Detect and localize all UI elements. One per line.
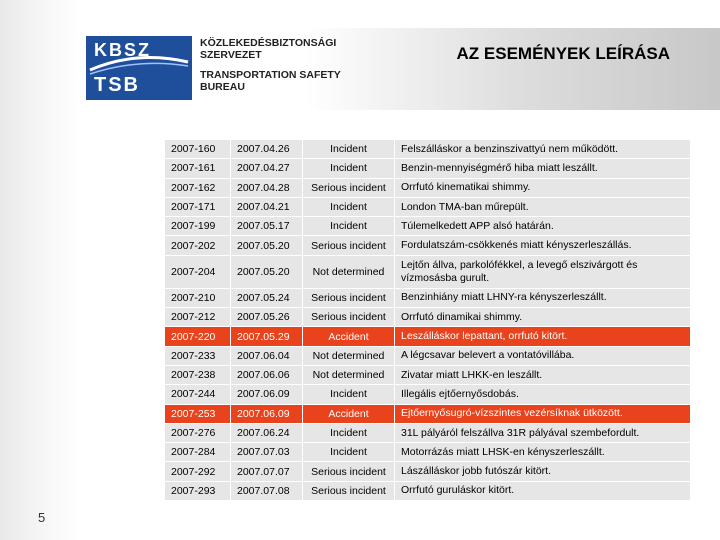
table-row [165, 308, 691, 327]
event-date-cell: 2007.04.28 [231, 178, 303, 197]
table-row [165, 443, 691, 462]
event-date-cell: 2007.06.09 [231, 385, 303, 404]
event-date-cell: 2007.07.08 [231, 481, 303, 500]
event-description-cell: Ejtőernyősugró-vízszintes vezérsíknak ütközött. [395, 404, 691, 423]
event-id-cell: 2007-204 [165, 255, 231, 288]
org-name-en-line1: TRANSPORTATION SAFETY [200, 69, 341, 81]
event-type-cell: Serious incident [303, 236, 395, 255]
event-id-cell: 2007-161 [165, 159, 231, 178]
event-type-cell: Serious incident [303, 481, 395, 500]
event-id-cell: 2007-212 [165, 308, 231, 327]
event-id-cell: 2007-160 [165, 140, 231, 159]
table-row [165, 178, 691, 197]
page-title: AZ ESEMÉNYEK LEÍRÁSA [456, 44, 670, 63]
event-id-cell: 2007-210 [165, 288, 231, 307]
event-date-cell: 2007.04.26 [231, 140, 303, 159]
event-description-cell: Motorrázás miatt LHSK-en kényszerleszállt. [395, 443, 691, 462]
event-type-cell: Incident [303, 197, 395, 216]
event-date-cell: 2007.05.29 [231, 327, 303, 346]
events-table [164, 139, 691, 501]
event-date-cell: 2007.05.26 [231, 308, 303, 327]
table-row [165, 140, 691, 159]
event-date-cell: 2007.05.17 [231, 217, 303, 236]
table-row [165, 462, 691, 481]
organization-name [200, 38, 341, 93]
table-row [165, 481, 691, 500]
event-description-cell: Fordulatszám-csökkenés miatt kényszerleszállás. [395, 236, 691, 255]
event-type-cell: Incident [303, 385, 395, 404]
event-type-cell: Serious incident [303, 308, 395, 327]
logo-text-tsb: TSB [94, 74, 140, 96]
event-description-cell: Orrfutó dinamikai shimmy. [395, 308, 691, 327]
event-date-cell: 2007.04.27 [231, 159, 303, 178]
event-description-cell: Benzin-mennyiségmérő hiba miatt leszállt. [395, 159, 691, 178]
event-id-cell: 2007-171 [165, 197, 231, 216]
table-row [165, 236, 691, 255]
table-row [165, 159, 691, 178]
event-id-cell: 2007-162 [165, 178, 231, 197]
sidebar-gradient [0, 0, 82, 540]
logo-text-kbsz: KBSZ [94, 40, 151, 60]
event-date-cell: 2007.06.09 [231, 404, 303, 423]
table-row [165, 197, 691, 216]
kbsz-tsb-logo [84, 34, 194, 102]
event-description-cell: Orrfutó guruláskor kitört. [395, 481, 691, 500]
table-row [165, 423, 691, 442]
event-description-cell: 31L pályáról felszállva 31R pályával szembefordult. [395, 423, 691, 442]
event-id-cell: 2007-199 [165, 217, 231, 236]
event-id-cell: 2007-244 [165, 385, 231, 404]
event-type-cell: Accident [303, 327, 395, 346]
event-type-cell: Incident [303, 140, 395, 159]
table-row [165, 365, 691, 384]
event-id-cell: 2007-233 [165, 346, 231, 365]
event-date-cell: 2007.05.20 [231, 236, 303, 255]
event-id-cell: 2007-284 [165, 443, 231, 462]
event-id-cell: 2007-292 [165, 462, 231, 481]
table-row [165, 255, 691, 288]
table-row [165, 217, 691, 236]
event-description-cell: Zivatar miatt LHKK-en leszállt. [395, 365, 691, 384]
event-date-cell: 2007.06.04 [231, 346, 303, 365]
event-date-cell: 2007.07.07 [231, 462, 303, 481]
table-row [165, 404, 691, 423]
event-date-cell: 2007.05.20 [231, 255, 303, 288]
event-description-cell: Orrfutó kinematikai shimmy. [395, 178, 691, 197]
event-id-cell: 2007-238 [165, 365, 231, 384]
event-id-cell: 2007-253 [165, 404, 231, 423]
event-type-cell: Serious incident [303, 462, 395, 481]
event-description-cell: Leszálláskor lepattant, orrfutó kitört. [395, 327, 691, 346]
event-type-cell: Incident [303, 443, 395, 462]
event-date-cell: 2007.06.24 [231, 423, 303, 442]
event-id-cell: 2007-220 [165, 327, 231, 346]
event-description-cell: Lejtőn állva, parkolófékkel, a levegő elszivárgott és vízmosásba gurult. [395, 255, 691, 288]
event-date-cell: 2007.05.24 [231, 288, 303, 307]
event-type-cell: Accident [303, 404, 395, 423]
event-description-cell: Túlemelkedett APP alsó határán. [395, 217, 691, 236]
event-type-cell: Serious incident [303, 288, 395, 307]
event-description-cell: Lászálláskor jobb futószár kitört. [395, 462, 691, 481]
event-description-cell: Illegális ejtőernyősdobás. [395, 385, 691, 404]
event-description-cell: A légcsavar belevert a vontatóvillába. [395, 346, 691, 365]
event-type-cell: Incident [303, 423, 395, 442]
event-type-cell: Serious incident [303, 178, 395, 197]
page-number: 5 [38, 510, 46, 525]
event-date-cell: 2007.04.21 [231, 197, 303, 216]
event-description-cell: Felszálláskor a benzinszivattyú nem működött. [395, 140, 691, 159]
org-name-hu-line2: SZERVEZET [200, 48, 262, 61]
event-date-cell: 2007.06.06 [231, 365, 303, 384]
event-type-cell: Not determined [303, 365, 395, 384]
org-name-en-line2: BUREAU [200, 80, 245, 93]
event-type-cell: Not determined [303, 346, 395, 365]
event-description-cell: Benzinhiány miatt LHNY-ra kényszerleszállt. [395, 288, 691, 307]
event-id-cell: 2007-293 [165, 481, 231, 500]
org-name-hu-line1: KÖZLEKEDÉSBIZTONSÁGI [200, 37, 337, 49]
table-row [165, 288, 691, 307]
event-date-cell: 2007.07.03 [231, 443, 303, 462]
table-row [165, 327, 691, 346]
table-row [165, 346, 691, 365]
event-type-cell: Incident [303, 217, 395, 236]
table-row [165, 385, 691, 404]
event-type-cell: Incident [303, 159, 395, 178]
event-description-cell: London TMA-ban műrepült. [395, 197, 691, 216]
event-id-cell: 2007-276 [165, 423, 231, 442]
events-table-body [165, 140, 691, 501]
event-type-cell: Not determined [303, 255, 395, 288]
event-id-cell: 2007-202 [165, 236, 231, 255]
